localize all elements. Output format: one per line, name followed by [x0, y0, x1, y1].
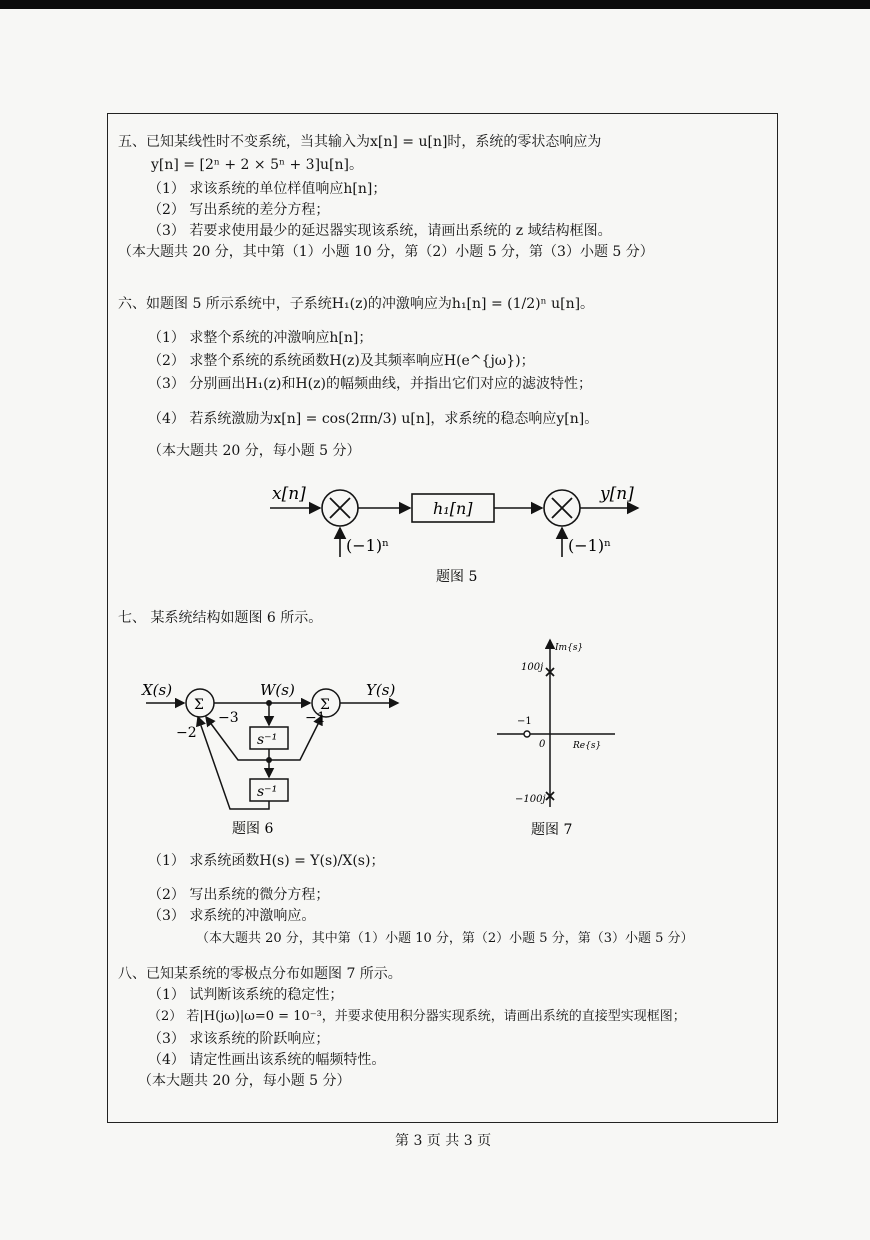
fig5-modulator-1: (−1)ⁿ: [346, 536, 389, 555]
fig7-caption: 题图 7: [531, 822, 573, 838]
q7-score: （本大题共 20 分，其中第（1）小题 10 分，第（2）小题 5 分，第（3）小题 5 分）: [196, 931, 694, 946]
q6-item-1: （1） 求整个系统的冲激响应h[n]；: [148, 330, 373, 346]
multiply-icon: [552, 498, 572, 518]
q6-item-4: （4） 若系统激励为x[n] = cos(2πn/3) u[n]，求系统的稳态响应y[n]。: [148, 411, 599, 427]
pole-top-label: 100j: [521, 662, 544, 673]
q7-item-2: （2） 写出系统的微分方程；: [148, 887, 330, 903]
pole-bottom-label: −100j: [515, 794, 546, 805]
fig5-output-label: y[n]: [600, 484, 634, 504]
fig6-node-label: W(s): [260, 681, 295, 699]
fig5-modulator-2: (−1)ⁿ: [568, 536, 611, 555]
q5-score: （本大题共 20 分，其中第（1）小题 10 分，第（2）小题 5 分，第（3）小题 5 分）: [118, 244, 654, 260]
q6-item-2: （2） 求整个系统的系统函数H(z)及其频率响应H(e^{jω})；: [148, 353, 535, 369]
integrator-2-label: s⁻¹: [257, 784, 278, 800]
q6-item-3: （3） 分别画出H₁(z)和H(z)的幅频曲线，并指出它们对应的滤波特性；: [148, 376, 592, 392]
origin-label: 0: [539, 739, 546, 750]
fig6-output-label: Y(s): [366, 681, 396, 699]
integrator-1-label: s⁻¹: [257, 732, 278, 748]
re-axis-label: Re{s}: [573, 741, 602, 751]
scan-top-edge: [0, 0, 870, 9]
gain-c: −1: [305, 710, 326, 726]
q8-score: （本大题共 20 分，每小题 5 分）: [138, 1073, 351, 1089]
multiply-icon: [330, 498, 350, 518]
q5-item-2: （2） 写出系统的差分方程；: [148, 202, 330, 218]
q6-intro: 六、如题图 5 所示系统中，子系统H₁(z)的冲激响应为h₁[n] = (1/2)ⁿ u[n]。: [118, 296, 595, 312]
q7-item-1: （1） 求系统函数H(s) = Y(s)/X(s)；: [148, 853, 385, 869]
q6-score: （本大题共 20 分，每小题 5 分）: [148, 443, 361, 459]
sum-icon: Σ: [320, 697, 330, 713]
q8-item-2: （2） 若|H(jω)|ω=0 = 10⁻³，并要求使用积分器实现系统，请画出系统的直接型实现框图；: [148, 1009, 686, 1024]
gain-a: −2: [176, 725, 197, 741]
q7-item-3: （3） 求系统的冲激响应。: [148, 908, 316, 924]
figure-6-block-diagram: [140, 675, 410, 840]
q7-intro: 七、 某系统结构如题图 6 所示。: [118, 610, 323, 626]
q8-item-3: （3） 求该系统的阶跃响应；: [148, 1031, 330, 1047]
q5-item-3: （3） 若要求使用最少的延迟器实现该系统，请画出系统的 z 域结构框图。: [148, 223, 612, 239]
q8-item-4: （4） 请定性画出该系统的幅频特性。: [148, 1052, 386, 1068]
zero-marker: [524, 731, 530, 737]
q8-item-1: （1） 试判断该系统的稳定性；: [148, 987, 344, 1003]
sum-icon: Σ: [194, 697, 204, 713]
fig5-input-label: x[n]: [272, 484, 306, 504]
page-footer: 第 3 页 共 3 页: [395, 1133, 492, 1149]
fig5-block-label: h₁[n]: [433, 499, 473, 518]
q8-intro: 八、已知某系统的零极点分布如题图 7 所示。: [118, 966, 402, 982]
gain-b: −3: [218, 710, 239, 726]
fig6-input-label: X(s): [142, 681, 173, 699]
q5-response: y[n] = [2ⁿ + 2 × 5ⁿ + 3]u[n]。: [151, 157, 363, 173]
zero-label: −1: [517, 716, 532, 727]
im-axis-label: Im{s}: [555, 643, 584, 653]
figure-5-block-diagram: [260, 475, 650, 585]
q5-intro: 五、已知某线性时不变系统，当其输入为x[n] = u[n]时，系统的零状态响应为: [118, 134, 602, 150]
fig6-caption: 题图 6: [232, 821, 274, 837]
fig5-caption: 题图 5: [436, 569, 478, 585]
q5-item-1: （1） 求该系统的单位样值响应h[n]；: [148, 181, 387, 197]
figure-7-pole-zero-plot: [495, 632, 625, 842]
